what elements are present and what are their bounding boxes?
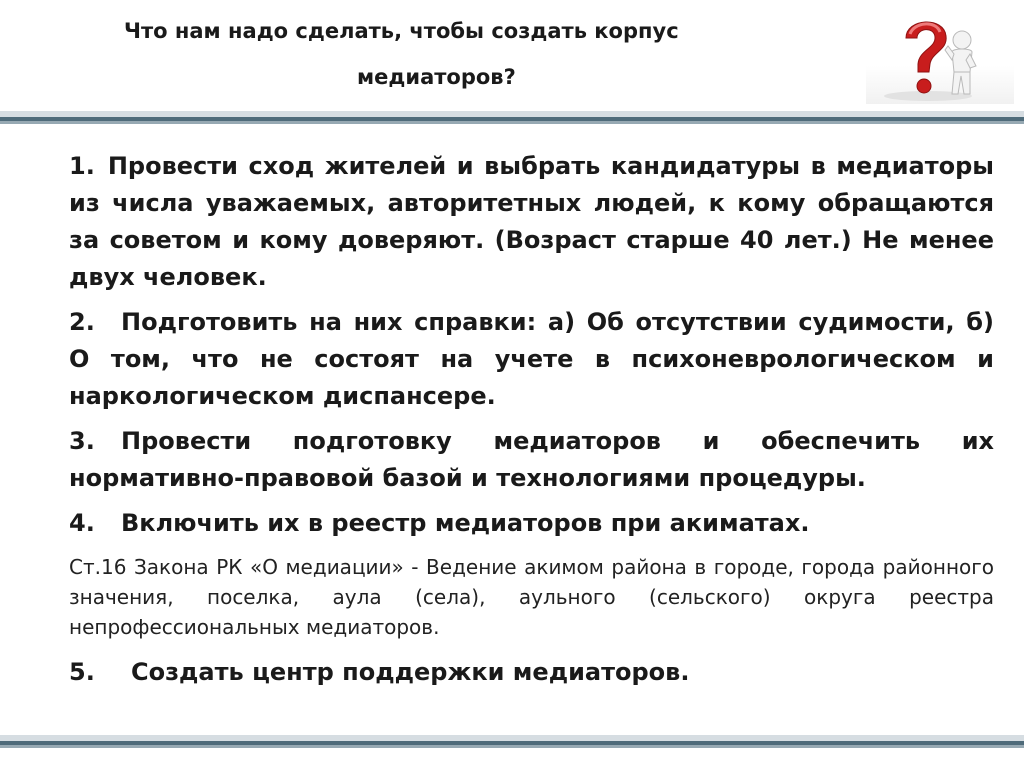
question-mark-figure-icon bbox=[866, 8, 1014, 104]
bottom-divider bbox=[0, 735, 1024, 748]
slide-title-line-2: медиаторов? bbox=[357, 65, 516, 89]
list-item: 2. Подготовить на них справки: а) Об отсутствии судимости, б) О том, что не состоят на учете в психоневрологическом и наркологическом диспансере. bbox=[69, 308, 994, 410]
list-item: 3. Провести подготовку медиаторов и обеспечить их нормативно-правовой базой и технологиями процедуры. bbox=[69, 427, 994, 492]
slide-title-line-1: Что нам надо сделать, чтобы создать корпус bbox=[124, 19, 679, 43]
law-note: Ст.16 Закона РК «О медиации» - Ведение акимом района в городе, города районного значения, поселка, аула (села), аульного (сельского) округа реестра непрофессиональных медиаторов. bbox=[69, 555, 994, 639]
top-divider bbox=[0, 111, 1024, 124]
list-item: 1. Провести сход жителей и выбрать кандидатуры в медиаторы из числа уважаемых, авторитетных людей, к кому обращаются за советом и кому доверяют. (Возраст старше 40 лет.) Не менее двух человек. bbox=[69, 152, 994, 291]
list-item: 5. Создать центр поддержки медиаторов. bbox=[69, 658, 690, 686]
list-item: 4. Включить их в реестр медиаторов при акиматах. bbox=[69, 509, 810, 537]
slide-body bbox=[69, 148, 994, 699]
